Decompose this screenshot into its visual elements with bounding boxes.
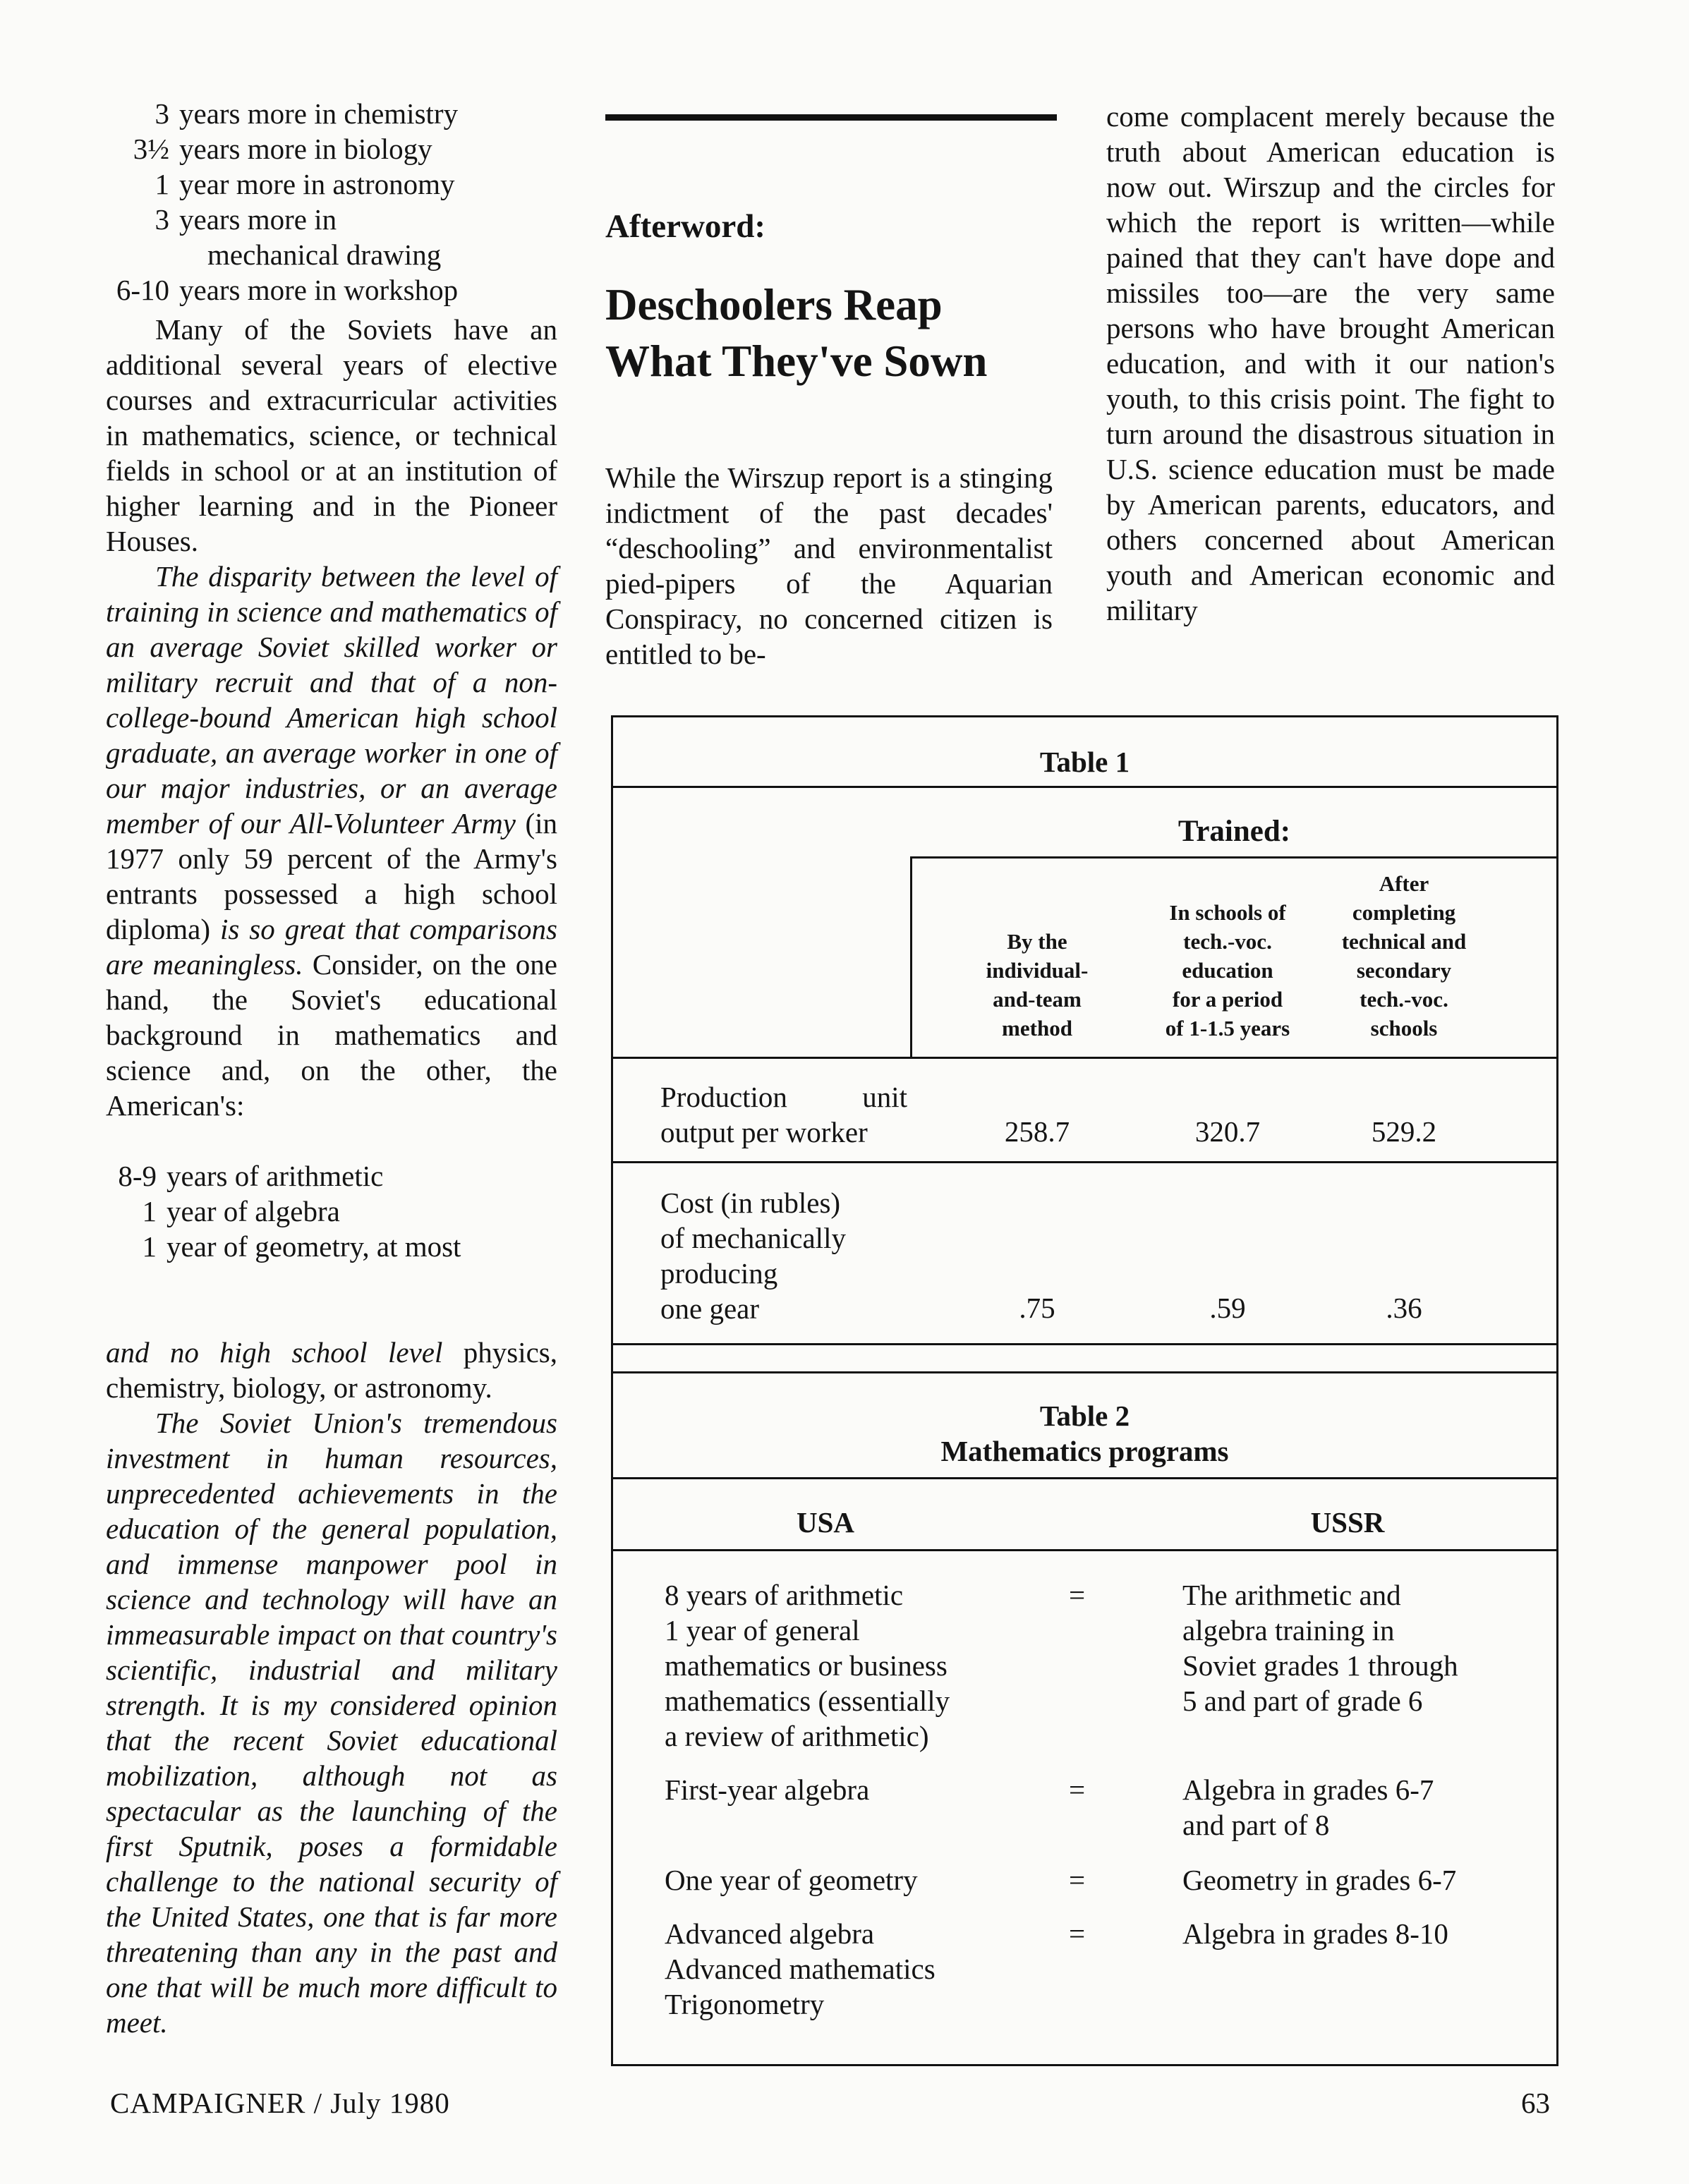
column-header-line: technical and xyxy=(1341,929,1467,954)
page-number: 63 xyxy=(1521,2087,1550,2119)
column-header xyxy=(1143,898,1312,1043)
list-item-text: year of geometry, at most xyxy=(167,1230,461,1263)
column-header-line: In schools of xyxy=(1169,900,1286,925)
ussr-program-line: algebra training in xyxy=(1182,1614,1395,1646)
publication-footer: CAMPAIGNER / July 1980 xyxy=(110,2087,450,2119)
paragraph-no-high-school: and no high school level physics, chemistry, biology, or astronomy. xyxy=(106,1336,558,1404)
soviet-extra-years-list xyxy=(106,96,557,308)
column-header-line: method xyxy=(1002,1016,1072,1041)
row-value: .36 xyxy=(1386,1292,1422,1324)
list-item-text: years more in workshop xyxy=(179,274,459,306)
column-header xyxy=(952,927,1122,1043)
afterword-label: Afterword: xyxy=(605,208,766,245)
divider xyxy=(611,786,1558,788)
afterword-rule xyxy=(605,114,1057,121)
list-item-text: years more in biology xyxy=(179,133,432,165)
usa-header: USA xyxy=(796,1506,855,1539)
divider xyxy=(611,1057,1558,1059)
paragraph-investment-quote: The Soviet Union's tremendous investment in human resources, unprecedented achievements in the education of the general population, and immense manpower pool in science and technology will have an immeasurable impact on that country's scientific, industrial and military strength. It is my considered opinion that the recent Soviet educational mobilization, although not as spectacular as the launching of the first Sputnik, poses a formidable challenge to the national security of the United States, one that is far more threatening than any in the past and one that will be much more difficult to meet. xyxy=(106,1407,557,2039)
ussr-program-line: The arithmetic and xyxy=(1182,1579,1401,1611)
list-item-text: year of algebra xyxy=(167,1195,340,1227)
left-column xyxy=(106,96,557,2040)
row-value: 258.7 xyxy=(1004,1115,1070,1148)
list-item xyxy=(106,1194,557,1229)
row-label xyxy=(660,1079,907,1150)
row-value: .59 xyxy=(1209,1292,1246,1324)
usa-program-line: mathematics or business xyxy=(665,1649,948,1682)
table-1-title: Table 1 xyxy=(1039,746,1130,778)
usa-program xyxy=(665,1916,1031,2022)
usa-program-line: One year of geometry xyxy=(665,1864,918,1896)
usa-program-line: mathematics (essentially xyxy=(665,1685,950,1717)
list-item-text: mechanical drawing xyxy=(207,238,442,271)
ussr-program-line: Algebra in grades 8-10 xyxy=(1182,1917,1448,1950)
equals-sign: = xyxy=(1069,1579,1086,1611)
list-item-number: 1 xyxy=(155,168,169,200)
column-header-line: secondary xyxy=(1356,958,1452,983)
row-value: 529.2 xyxy=(1371,1115,1437,1148)
row-value: 320.7 xyxy=(1194,1115,1261,1148)
usa-program-line: Trigonometry xyxy=(665,1988,825,2020)
divider xyxy=(611,1343,1558,1345)
column-header-line: tech.-voc. xyxy=(1183,929,1272,954)
table-top-border xyxy=(611,715,1558,717)
row-label-line: producing xyxy=(660,1257,778,1290)
list-item-number xyxy=(106,237,179,272)
list-item-text: years more in chemistry xyxy=(179,97,459,130)
column-header-line: schools xyxy=(1370,1016,1438,1041)
usa-program-line: Advanced algebra xyxy=(665,1917,875,1950)
equals-sign: = xyxy=(1069,1917,1086,1950)
ussr-program xyxy=(1182,1916,1535,1951)
list-item xyxy=(106,96,557,131)
afterword-title: Deschoolers Reap What They've Sown xyxy=(605,280,988,386)
afterword-body: While the Wirszup report is a stinging indictment of the past decades' “deschooling” and environmentalist pied-pipers of the Aquarian Conspiracy, no concerned citizen is entitled to be- xyxy=(605,461,1053,670)
column-header-line: completing xyxy=(1352,900,1456,925)
paragraph-electives: Many of the Soviets have an additional several years of elective courses and extracurricular activities in mathematics, science, or technical fields in school or at an institution of higher learning and in the Pioneer Houses. xyxy=(106,313,557,557)
list-item-number: 3½ xyxy=(133,133,169,165)
row-value: .75 xyxy=(1019,1292,1055,1324)
usa-program-line: 1 year of general xyxy=(665,1614,860,1646)
column-header-line: of 1-1.5 years xyxy=(1165,1016,1290,1041)
list-item-number: 3 xyxy=(155,203,169,236)
list-item-text: years of arithmetic xyxy=(167,1160,384,1192)
divider xyxy=(910,856,1558,859)
table-left-border xyxy=(611,715,613,2065)
column-header-line: By the xyxy=(1007,929,1067,954)
ussr-program-line: and part of 8 xyxy=(1182,1809,1330,1841)
list-item xyxy=(106,1229,557,1264)
column-header-line: tech.-voc. xyxy=(1360,987,1448,1012)
ussr-program-line: Geometry in grades 6-7 xyxy=(1182,1864,1457,1896)
row-label-line: output per worker xyxy=(660,1116,868,1148)
list-item-number: 6-10 xyxy=(116,274,169,306)
equals-sign: = xyxy=(1069,1864,1086,1896)
divider xyxy=(611,1161,1558,1163)
row-label-line: one gear xyxy=(660,1292,759,1325)
trained-header: Trained: xyxy=(1178,815,1291,848)
divider xyxy=(611,1549,1558,1551)
column-header-line: and-team xyxy=(993,987,1082,1012)
usa-program-line: 8 years of arithmetic xyxy=(665,1579,904,1611)
list-item xyxy=(106,272,557,308)
list-item xyxy=(106,237,557,272)
paragraph-disparity: The disparity between the level of training in science and mathematics of an average Soviet skilled worker or military recruit and that of a non-college-bound American high school graduate, an average worker in one of our major industries, or an average member of our All-Volunteer Army (in 1977 only 59 percent of the Army's entrants possessed a high school diploma) is so great that comparisons are meaningless. Consider, on the one hand, the Soviet's educational background in mathematics and science and, on the other, the American's: xyxy=(106,560,558,1122)
american-years-list xyxy=(106,1158,557,1264)
column-header-line: for a period xyxy=(1172,987,1283,1012)
list-item-text: years more in xyxy=(179,203,337,236)
ussr-header: USSR xyxy=(1310,1506,1385,1539)
row-label-line: Production unit xyxy=(660,1081,907,1113)
ussr-program-line: 5 and part of grade 6 xyxy=(1182,1685,1423,1717)
table-2-title: Table 2 Mathematics programs xyxy=(940,1400,1229,1467)
list-item xyxy=(106,166,557,202)
usa-program-line: a review of arithmetic) xyxy=(665,1720,929,1752)
list-item xyxy=(106,131,557,166)
usa-program xyxy=(665,1772,1031,1807)
column-header-line: After xyxy=(1379,871,1429,896)
table-bottom-border xyxy=(611,2064,1558,2066)
usa-program-line: First-year algebra xyxy=(665,1773,870,1806)
right-column-body: come complacent merely because the truth about American education is now out. Wirszup and the circles for which the report is written—while pained that they can't have dope and missiles too—are the very same persons who have brought American education, and with it our nation's youth, to this crisis point. The fight to turn around the disastrous situation in U.S. science education must be made by American parents, educators, and others concerned about American youth and American economic and military xyxy=(1106,100,1555,626)
column-header-line: education xyxy=(1182,958,1273,983)
divider xyxy=(611,1371,1558,1373)
ussr-program-line: Algebra in grades 6-7 xyxy=(1182,1773,1434,1806)
list-item xyxy=(106,1158,557,1194)
ussr-program xyxy=(1182,1772,1535,1843)
row-label-line: Cost (in rubles) xyxy=(660,1187,841,1219)
ussr-program-line: Soviet grades 1 through xyxy=(1182,1649,1458,1682)
list-item-number: 1 xyxy=(142,1230,157,1263)
equals-sign: = xyxy=(1069,1773,1086,1806)
list-item-number: 8-9 xyxy=(118,1160,157,1192)
column-header-line: individual- xyxy=(986,958,1089,983)
list-item-text: year more in astronomy xyxy=(179,168,455,200)
usa-program xyxy=(665,1577,1031,1754)
ussr-program xyxy=(1182,1862,1535,1898)
usa-program-line: Advanced mathematics xyxy=(665,1953,936,1985)
table-right-border xyxy=(1556,715,1558,2065)
usa-program xyxy=(665,1862,1031,1898)
column-divider xyxy=(910,856,912,1058)
list-item-number: 3 xyxy=(155,97,169,130)
ussr-program xyxy=(1182,1577,1535,1718)
row-label xyxy=(660,1185,907,1326)
list-item xyxy=(106,202,557,237)
column-header xyxy=(1319,869,1489,1043)
list-item-number: 1 xyxy=(142,1195,157,1227)
divider xyxy=(611,1477,1558,1479)
row-label-line: of mechanically xyxy=(660,1222,846,1254)
